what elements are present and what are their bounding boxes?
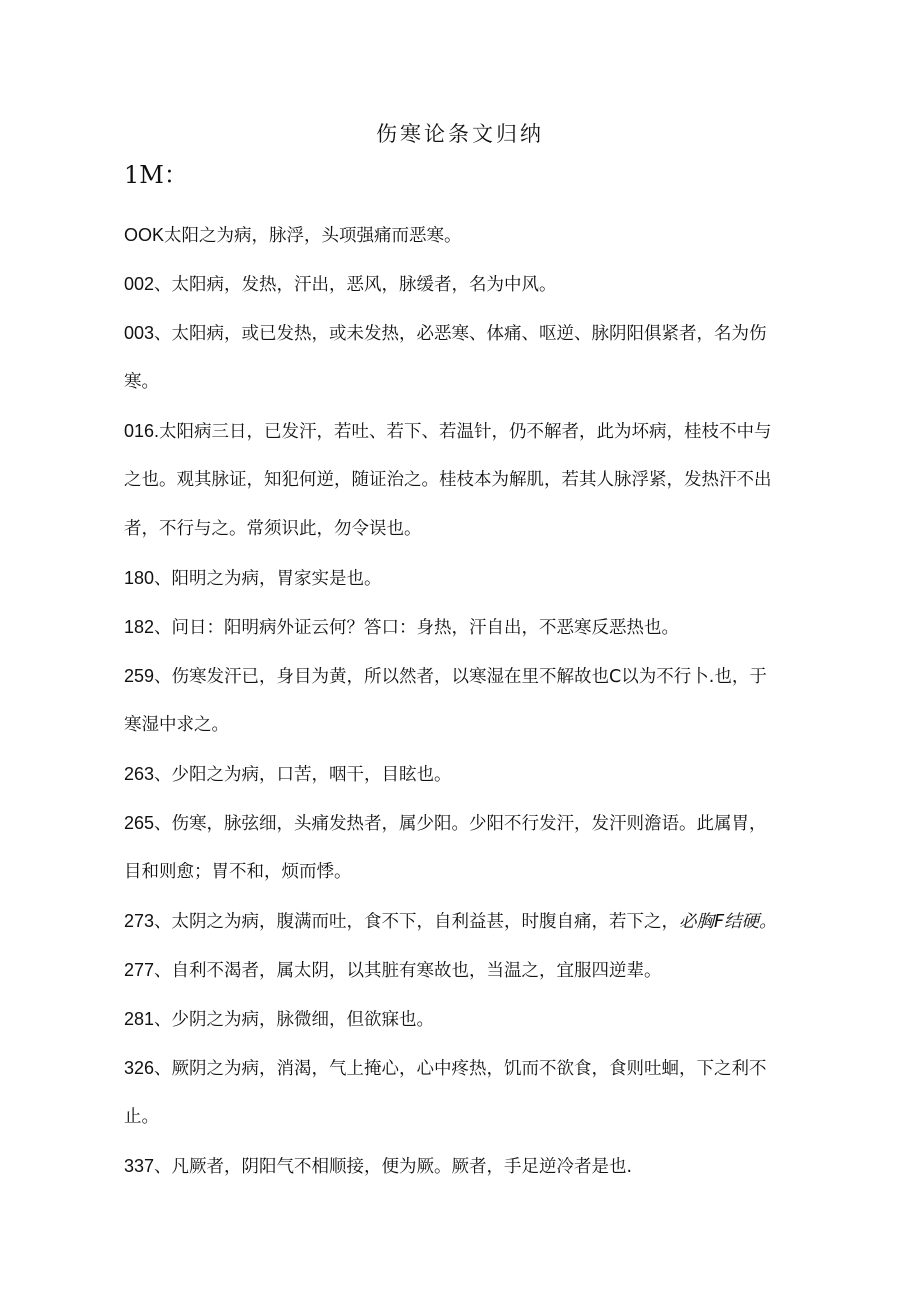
entry-line: 者，不行与之。常须识此，勿令误也。: [124, 519, 422, 539]
entry-list: [124, 211, 814, 1191]
entry-001: [124, 211, 814, 260]
entry-text: 、太阴之为病，腹满而吐，食不下，自利益甚，时腹自痛，若下之，: [154, 912, 680, 932]
entry-number: 263: [124, 764, 155, 784]
entry-line: 寒湿中求之。: [124, 715, 229, 735]
entry-number: 259: [124, 666, 155, 686]
entry-number: 281: [124, 1009, 155, 1029]
entry-182: [124, 603, 814, 652]
entry-number: 265: [124, 813, 155, 833]
entry-number: 002: [124, 274, 155, 294]
page-title: 伤寒论条文归纳: [376, 122, 544, 146]
entry-text: 、伤寒，脉弦细，头痛发热者，属少阳。少阳不行发汗，发汗则澹语。此属胃，: [154, 814, 767, 834]
entry-273: [124, 897, 814, 946]
entry-337: [124, 1142, 814, 1191]
entry-line: [124, 603, 814, 652]
entry-text: 、太阳病，或已发热，或未发热，必恶寒、体痛、呕逆、脉阴阳俱紧者，名为伤: [154, 324, 767, 344]
entry-number: 016.: [124, 421, 160, 441]
entry-002: [124, 260, 814, 309]
entry-number: 182: [124, 617, 155, 637]
entry-180: [124, 554, 814, 603]
entry-line: 寒。: [124, 372, 159, 392]
entry-number: 337: [124, 1156, 155, 1176]
entry-text: 、少阴之为病，脉微细，但欲寐也。: [154, 1010, 435, 1030]
entry-line: 之也。观其脉证，知犯何逆，随证治之。桂枝本为解肌，若其人脉浮紧，发热汗不出: [124, 470, 772, 490]
entry-line: [124, 309, 814, 358]
entry-number: 003: [124, 323, 155, 343]
section-heading: 1M：: [124, 161, 188, 189]
entry-265: [124, 799, 814, 897]
entry-line: [124, 260, 814, 309]
entry-line: [124, 995, 814, 1044]
entry-line: [124, 407, 814, 456]
entry-text: 太阳病三日，已发汗，若吐、若下、若温针，仍不解者，此为坏病，桂枝不中与: [159, 422, 772, 442]
entry-016: [124, 407, 814, 554]
entry-text: 、自利不渴者，属太阴，以其脏有寒故也，当温之，宜服四逆辈。: [154, 961, 662, 981]
entry-263: [124, 750, 814, 799]
entry-line: [124, 750, 814, 799]
entry-text: 、问日：阳明病外证云何？答口：身热，汗自出，不恶寒反恶热也。: [154, 618, 680, 638]
entry-text: 太阳之为病，脉浮，头项强痛而恶寒。: [164, 226, 462, 246]
entry-003: [124, 309, 814, 407]
entry-number: 273: [124, 911, 155, 931]
entry-line: [124, 554, 814, 603]
entry-line: [124, 1142, 814, 1191]
entry-line: 目和则愈；胃不和，烦而悸。: [124, 862, 352, 882]
entry-text: 、少阳之为病，口苦，咽干，目眩也。: [154, 765, 452, 785]
entry-line: [124, 211, 814, 260]
entry-text: 、太阳病，发热，汗出，恶风，脉缓者，名为中风。: [154, 275, 557, 295]
entry-text-italic: 必胸F结硬。: [679, 912, 777, 932]
entry-text: 、阳明之为病，胃家实是也。: [154, 569, 382, 589]
entry-text: 、厥阴之为病，消渴，气上掩心，心中疼热，饥而不欲食，食则吐蛔，下之利不: [154, 1059, 767, 1079]
entry-text: 、伤寒发汗已，身目为黄，所以然者，以寒湿在里不解故也C以为不行卜.也，于: [154, 667, 767, 687]
entry-line: [124, 946, 814, 995]
entry-line: 止。: [124, 1107, 159, 1127]
entry-number: OOK: [124, 225, 165, 245]
entry-line: [124, 897, 814, 946]
entry-line: [124, 652, 814, 701]
entry-277: [124, 946, 814, 995]
entry-line: [124, 799, 814, 848]
entry-line: [124, 1044, 814, 1093]
entry-259: [124, 652, 814, 750]
entry-number: 326: [124, 1058, 155, 1078]
entry-number: 180: [124, 568, 155, 588]
entry-number: 277: [124, 960, 155, 980]
entry-text: 、凡厥者，阴阳气不相顺接，便为厥。厥者，手足逆冷者是也.: [154, 1157, 633, 1177]
entry-281: [124, 995, 814, 1044]
entry-326: [124, 1044, 814, 1142]
